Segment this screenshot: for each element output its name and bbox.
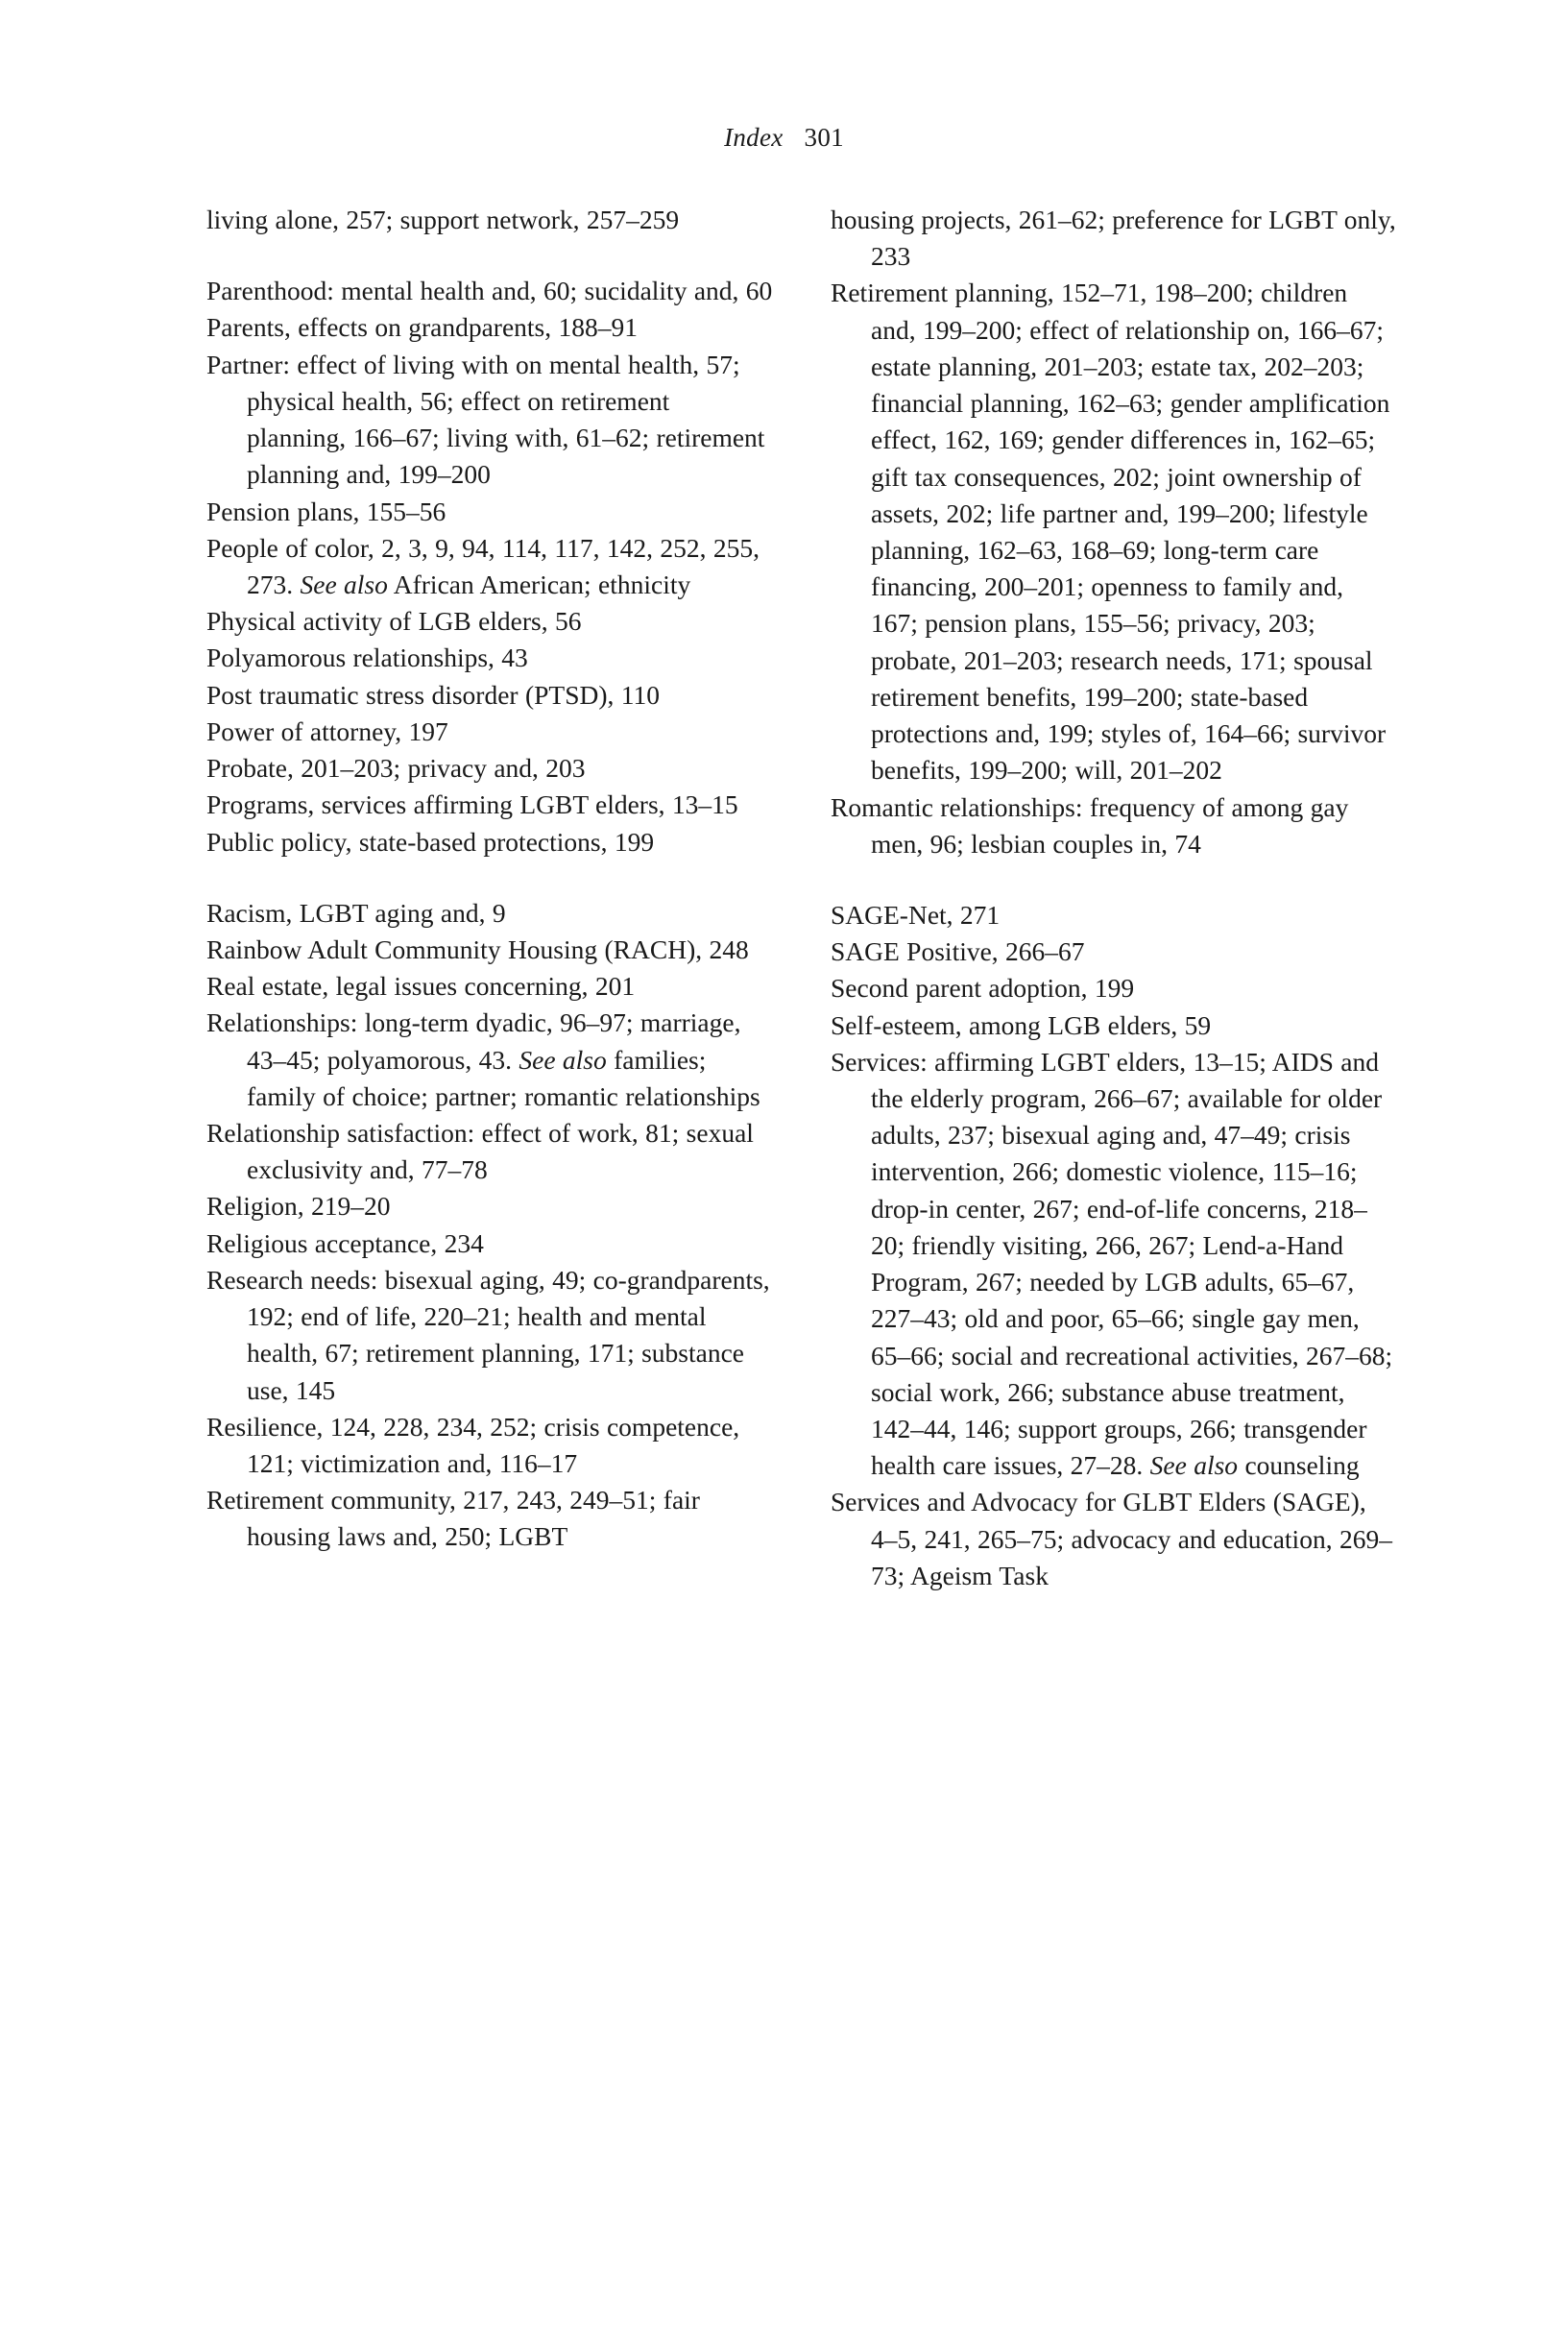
index-entry-text: Services and Advocacy for GLBT Elders (SAGE), 4–5, 241, 265–75; advocacy and education, 269–73; Ageism Task bbox=[831, 1487, 1392, 1590]
index-entry-text: Resilience, 124, 228, 234, 252; crisis competence, 121; victimization and, 116–17 bbox=[206, 1411, 740, 1478]
index-entry-text: People of color, 2, 3, 9, 94, 114, 117, 142, 252, 255, 273. bbox=[206, 532, 760, 599]
index-entry bbox=[831, 1007, 1397, 1044]
index-entry-text: Public policy, state-based protections, 199 bbox=[206, 826, 655, 857]
index-entry bbox=[831, 275, 1397, 788]
index-entry-text: Relationships: long-term dyadic, 96–97; marriage, 43–45; polyamorous, 43. bbox=[206, 1007, 741, 1075]
index-entry-text: Pension plans, 155–56 bbox=[206, 496, 446, 526]
index-entry-text: Relationship satisfaction: effect of work, 81; sexual exclusivity and, 77–78 bbox=[206, 1118, 754, 1185]
index-entry bbox=[206, 824, 773, 861]
index-entry-text: African American; ethnicity bbox=[387, 569, 691, 599]
running-head bbox=[0, 123, 1568, 153]
index-entry-text: Romantic relationships: frequency of among gay men, 96; lesbian couples in, 74 bbox=[831, 791, 1349, 859]
cross-reference-label: See also bbox=[519, 1044, 607, 1075]
index-entry bbox=[206, 640, 773, 676]
entry-group-separator bbox=[831, 862, 1397, 897]
index-entry-text: Real estate, legal issues concerning, 201 bbox=[206, 971, 636, 1002]
index-entry bbox=[206, 530, 773, 603]
index-entry bbox=[831, 1044, 1397, 1485]
index-entry bbox=[206, 1005, 773, 1115]
index-entry bbox=[206, 787, 773, 823]
index-entry bbox=[206, 714, 773, 750]
index-entry-text: Parenthood: mental health and, 60; sucidality and, 60 bbox=[206, 276, 773, 306]
index-entry-text: Probate, 201–203; privacy and, 203 bbox=[206, 753, 586, 784]
index-entry bbox=[831, 934, 1397, 970]
cross-reference-label: See also bbox=[300, 569, 388, 599]
entry-group-separator bbox=[206, 238, 773, 273]
index-entry bbox=[206, 968, 773, 1005]
index-entry-text: Retirement planning, 152–71, 198–200; children and, 199–200; effect of relationship on, 166–67; estate planning, 201–203; estate tax, 202–203; financial planning, 162–63; gender amplification effect, 162, 169; gender differences in, 162–65; gift tax consequences, 202; joint ownership of assets, 202; life partner and, 199–200; lifestyle planning, 162–63, 168–69; long-term care financing, 200–201; openness to family and, 167; pension plans, 155–56; privacy, 203; probate, 201–203; research needs, 171; spousal retirement benefits, 199–200; state-based protections and, 199; styles of, 164–66; survivor benefits, 199–200; will, 201–202 bbox=[831, 278, 1390, 786]
index-entry-text: Services: affirming LGBT elders, 13–15; AIDS and the elderly program, 266–67; available for older adults, 237; bisexual aging and, 47–49; crisis intervention, 266; domestic violence, 115–16; drop-in center, 267; end-of-life concerns, 218–20; friendly visiting, 266, 267; Lend-a-Hand Program, 267; needed by LGB adults, 65–67, 227–43; old and poor, 65–66; single gay men, 65–66; social and recreational activities, 267–68; social work, 266; substance abuse treatment, 142–44, 146; support groups, 266; transgender health care issues, 27–28. bbox=[831, 1046, 1393, 1481]
index-entry bbox=[206, 895, 773, 932]
index-entry bbox=[831, 897, 1397, 934]
index-entry bbox=[206, 273, 773, 309]
index-entry-text: Self-esteem, among LGB elders, 59 bbox=[831, 1009, 1212, 1040]
running-head-title: Index bbox=[724, 123, 784, 152]
index-entry-text: Physical activity of LGB elders, 56 bbox=[206, 606, 582, 637]
index-entry bbox=[206, 1482, 773, 1555]
index-entry-text: SAGE-Net, 271 bbox=[831, 899, 1001, 930]
index-entry bbox=[206, 750, 773, 787]
index-entry-text: Parents, effects on grandparents, 188–91 bbox=[206, 312, 639, 343]
index-entry bbox=[206, 1225, 773, 1262]
index-entry bbox=[206, 1409, 773, 1482]
index-entry-text: SAGE Positive, 266–67 bbox=[831, 936, 1085, 967]
index-entry-text: Second parent adoption, 199 bbox=[831, 973, 1135, 1004]
index-entry-text: Power of attorney, 197 bbox=[206, 715, 448, 746]
index-entry-text: Racism, LGBT aging and, 9 bbox=[206, 897, 506, 928]
index-entry-text: Religion, 219–20 bbox=[206, 1191, 391, 1222]
index-entry bbox=[831, 202, 1397, 275]
index-entry-text: counseling bbox=[1238, 1450, 1360, 1481]
entry-group-separator bbox=[206, 861, 773, 895]
index-entry bbox=[206, 347, 773, 494]
index-entry bbox=[206, 309, 773, 346]
index-entry bbox=[831, 970, 1397, 1006]
index-entry bbox=[206, 494, 773, 530]
index-entry-text: Religious acceptance, 234 bbox=[206, 1227, 484, 1258]
index-entry-text: housing projects, 261–62; preference for LGBT only, 233 bbox=[831, 205, 1396, 272]
right-column bbox=[831, 202, 1397, 1594]
cross-reference-label: See also bbox=[1149, 1450, 1239, 1481]
index-entry bbox=[206, 1188, 773, 1224]
index-entry-text: Polyamorous relationships, 43 bbox=[206, 643, 528, 673]
index-columns bbox=[206, 202, 1397, 1594]
left-column bbox=[206, 202, 773, 1594]
index-entry bbox=[206, 1262, 773, 1409]
index-entry bbox=[206, 1115, 773, 1188]
index-entry-text: Partner: effect of living with on mental health, 57; physical health, 56; effect on retirement planning, 166–67; living with, 61–62; retirement planning and, 199–200 bbox=[206, 349, 765, 490]
index-entry bbox=[206, 932, 773, 968]
index-entry bbox=[206, 202, 773, 238]
index-entry bbox=[206, 677, 773, 714]
page-number: 301 bbox=[804, 123, 844, 152]
index-entry bbox=[831, 1484, 1397, 1594]
index-entry bbox=[831, 789, 1397, 862]
index-entry-text: Post traumatic stress disorder (PTSD), 110 bbox=[206, 679, 660, 710]
index-entry-text: Programs, services affirming LGBT elders, 13–15 bbox=[206, 789, 738, 820]
index-entry-text: Research needs: bisexual aging, 49; co-grandparents, 192; end of life, 220–21; health and mental health, 67; retirement planning, 171; substance use, 145 bbox=[206, 1264, 770, 1405]
index-entry-text: families; family of choice; partner; romantic relationships bbox=[247, 1044, 760, 1111]
index-entry-text: Retirement community, 217, 243, 249–51; fair housing laws and, 250; LGBT bbox=[206, 1485, 700, 1552]
index-entry-text: Rainbow Adult Community Housing (RACH), 248 bbox=[206, 934, 749, 964]
index-entry-text: living alone, 257; support network, 257–259 bbox=[206, 205, 680, 234]
index-entry bbox=[206, 603, 773, 640]
